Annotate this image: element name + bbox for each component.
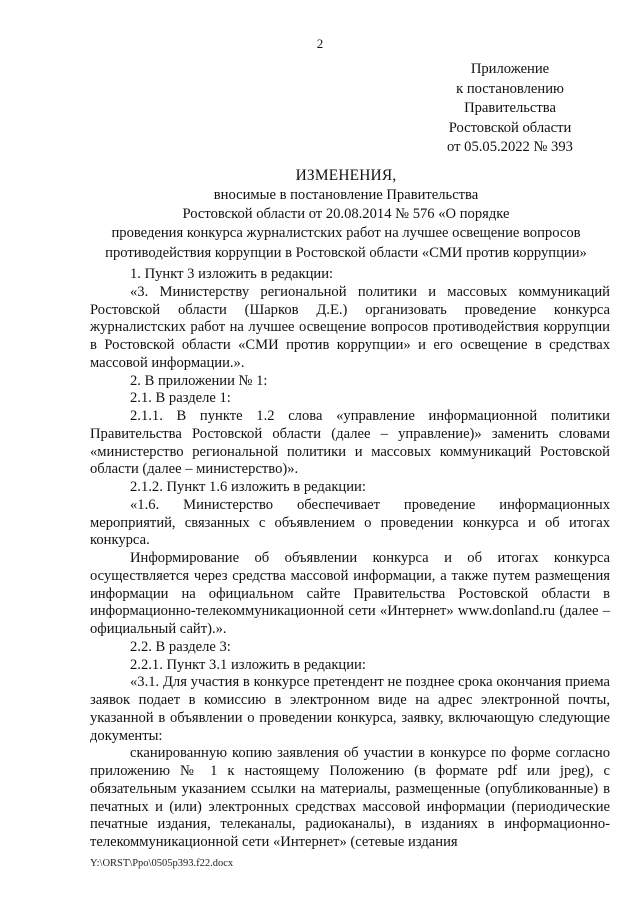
- appendix-line: Ростовской области: [448, 119, 572, 136]
- document-body: [90, 266, 610, 852]
- appendix-line: от 05.05.2022 № 393: [447, 139, 573, 155]
- paragraph: 2. В приложении № 1:: [130, 372, 268, 389]
- appendix-line: к постановлению: [456, 80, 564, 97]
- page-number: 2: [316, 36, 324, 51]
- paragraph: сканированную копию заявления об участии в конкурсе по форме согласно приложению № 1 к настоящему Положению (в формате pdf или jpeg), с обязательным указанием ссылки на материалы, размещенные (опубликованные) в печатных и (или) электронных средствах массовой информации (периодические печатные издания, телеканалы, радиоканалы), в изданиях в информационно-телекоммуникационной сети «Интернет» (сетевые издания: [90, 745, 610, 850]
- title-heading: ИЗМЕНЕНИЯ,: [295, 167, 397, 184]
- paragraph: 1. Пункт 3 изложить в редакции:: [130, 266, 334, 282]
- appendix-line: Правительства: [464, 100, 556, 116]
- paragraph: «3. Министерству региональной политики и массовых коммуникаций Ростовской области (Шарков Д.Е.) организовать проведение конкурса журналистских работ на лучшее освещение вопросов противодействия коррупции в Ростовской области «СМИ против коррупции» и его освещение в средствах массовой информации.».: [90, 283, 610, 371]
- paragraph: 2.2.1. Пункт 3.1 изложить в редакции:: [130, 656, 366, 673]
- paragraph: 2.2. В разделе 3:: [130, 638, 231, 655]
- paragraph: 2.1.2. Пункт 1.6 изложить в редакции:: [130, 479, 366, 495]
- title-line: вносимые в постановление Правительства: [213, 187, 479, 203]
- appendix-line: Приложение: [470, 61, 550, 77]
- paragraph: 2.1.1. В пункте 1.2 слова «управление информационной политики Правительства Ростовской области (далее – управление)» заменить словами «министерство региональной политики и массовых коммуникаций Ростовской области (далее – министерство)».: [90, 408, 610, 478]
- paragraph: Информирование об объявлении конкурса и об итогах конкурса осуществляется через средства массовой информации, а также путем размещения информации на официальном сайте Правительства Ростовской области в информационно-телекоммуникационной сети «Интернет» www.donland.ru (далее – официальный сайт).».: [90, 550, 610, 637]
- title-line: проведения конкурса журналистских работ на лучшее освещение вопросов: [111, 225, 581, 242]
- document-title: [84, 166, 608, 263]
- appendix-block: [420, 60, 600, 158]
- paragraph: «3.1. Для участия в конкурсе претендент не позднее срока окончания приема заявок подает в комиссию в электронном виде на адрес электронной почты, указанной в объявлении о проведении конкурса, заявку, включающую следующие документы:: [90, 674, 610, 744]
- paragraph: 2.1. В разделе 1:: [130, 390, 231, 407]
- file-path-footer: Y:\ORST\Ppo\0505p393.f22.docx: [90, 858, 234, 869]
- title-line: Ростовской области от 20.08.2014 № 576 «О порядке: [182, 206, 510, 223]
- paragraph: «1.6. Министерство обеспечивает проведение информационных мероприятий, связанных с объявлением о проведении конкурса и об итогах конкурса.: [90, 496, 610, 549]
- title-line: противодействия коррупции в Ростовской области «СМИ против коррупции»: [105, 244, 587, 261]
